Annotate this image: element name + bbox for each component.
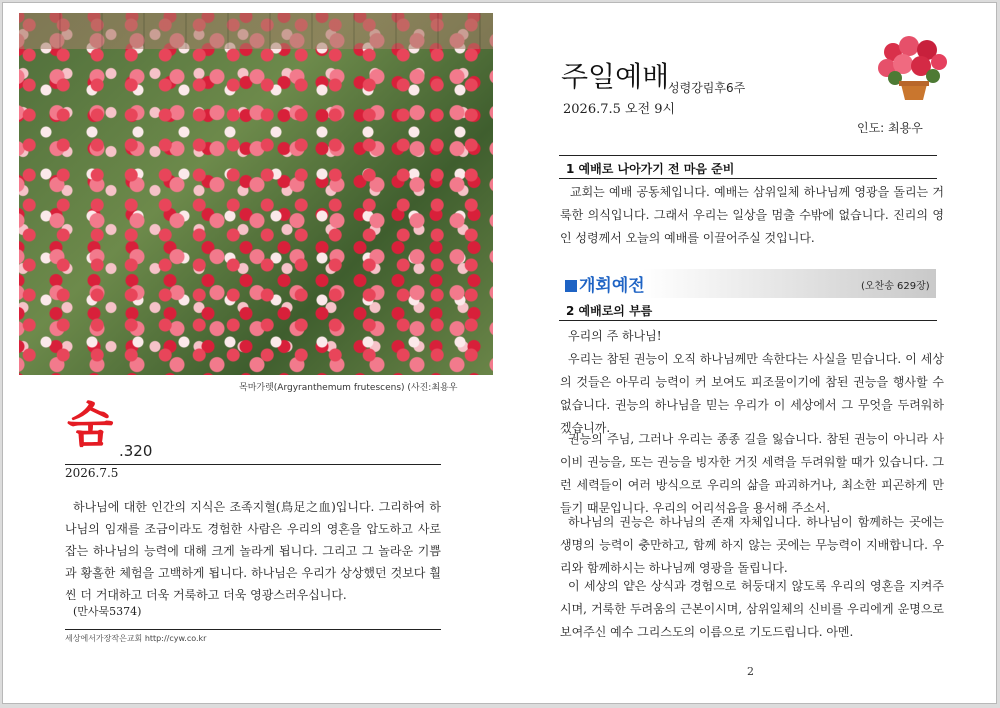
soom-number: .320 [119,442,153,460]
leader-name: 인도: 최용우 [857,121,923,135]
page-number: 2 [747,665,754,678]
call-paragraph-3: 권능의 주님, 그러나 우리는 종종 길을 잃습니다. 참된 권능이 아니라 사이비 권능을, 또는 권능을 빙자한 거짓 세력을 두려워할 때가 있습니다. 그런 세력들이 여러 방식으로 우리의 삶을 파괴하거나, 최소한 피곤하게 만들기 때문입니다. 우리의 어리석음을 용서해 주소서. [560,432,944,515]
service-datetime: 2026.7.5 오전 9시 [563,102,676,117]
call-paragraph-1: 우리의 주 하나님! [568,329,662,343]
divider-section1 [559,178,937,179]
brick-wall-background [19,13,493,49]
soom-date: 2026.7.5 [65,466,119,480]
page-title: 주일예배 [561,60,670,93]
square-bullet-icon [565,280,577,292]
reference: (만사묵5374) [73,605,142,618]
hymn-number: (오찬송 629장) [861,281,930,292]
footer-link[interactable]: 세상에서가장작은교회 http://cyw.co.kr [65,634,207,643]
banner-title [565,271,645,296]
call-paragraph-2: 우리는 참된 권능이 오직 하나님께만 속한다는 사실을 믿습니다. 이 세상의 것들은 아무리 능력이 커 보여도 피조물이기에 참된 권능을 행사할 수 없습니다. 권능의 하나님을 믿는 우리가 이 세상에서 그 무엇을 두려워하겠습니까. [560,352,944,435]
section1-label: 1 예배로 나아가기 전 마음 준비 [566,162,735,176]
call-paragraph-4: 하나님의 권능은 하나님의 존재 자체입니다. 하나님이 함께하는 곳에는 생명의 능력이 충만하고, 함께 하지 않는 곳에는 무능력이 지배합니다. 우리와 함께하시는 하나님께 영광을 돌립니다. [560,515,944,575]
photo-caption: 목마가렛(Argyranthemum frutescens) (사진:최용우 [239,383,458,393]
flower-photo [19,13,493,375]
flower-pot-icon [875,36,951,102]
page-subtitle: 성령강림후6주 [668,81,746,95]
section2-label: 2 예배로의 부름 [566,304,653,318]
call-paragraph-5: 이 세상의 얕은 상식과 경험으로 허둥대지 않도록 우리의 영혼을 지켜주시며, 거룩한 두려움의 근본이시며, 삼위일체의 신비를 우리에게 운명으로 보여주신 예수 그리스도의 이름으로 기도드립니다. 아멘. [560,579,944,639]
section1-text: 교회는 예배 공동체입니다. 예배는 삼위일체 하나님께 영광을 돌리는 거룩한 의식입니다. 그래서 우리는 일상을 멈출 수밖에 없습니다. 진리의 영인 성령께서 오늘의 예배를 이끌어주실 것입니다. [560,185,944,245]
banner-title-text: 개회예전 [579,276,645,296]
document-page [2,2,997,704]
divider-section2 [559,320,937,321]
divider-top [65,464,441,465]
divider-header [559,155,937,156]
divider-bottom [65,629,441,630]
meditation-text: 하나님에 대한 인간의 지식은 조족지혈(鳥足之血)입니다. 그리하여 하나님의 임재를 조금이라도 경험한 사람은 우리의 영혼을 압도하고 사로잡는 하나님의 능력에 대해 크게 놀라게 됩니다. 그리고 그 놀라운 기쁨과 황홀한 체험을 고백하게 됩니다. 하나님은 우리가 상상했던 것보다 훨씬 더 거대하고 더욱 거룩하고 더욱 영광스러우십니다. [65,500,441,602]
soom-title: 숨 [67,397,114,453]
